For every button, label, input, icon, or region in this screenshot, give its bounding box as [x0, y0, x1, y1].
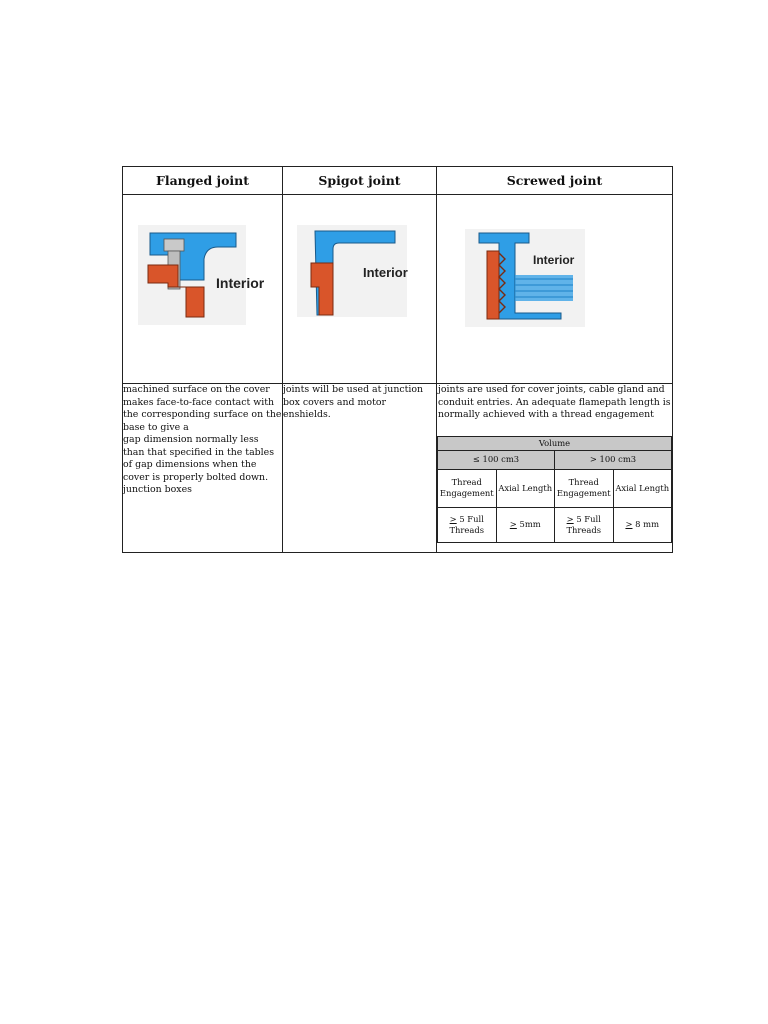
value-sign: > [625, 519, 633, 529]
flanged-description-line: gap dimension normally less than that specified in the tables of gap dimensions when the cover is properly bolted down. [123, 434, 275, 483]
illustration-row [123, 195, 673, 384]
screwed-description: joints are used for cover joints, cable gland and conduit entries. An adequate flamepath length is normally achieved with a thread engagement [438, 384, 671, 420]
volume-title: Volume [438, 436, 672, 450]
value-text: 8 mm [632, 519, 660, 529]
flanged-description-line: junction boxes [123, 484, 192, 495]
header-flanged-joint: Flanged joint [123, 167, 283, 195]
header-screwed-joint: Screwed joint [437, 167, 673, 195]
flanged-description-line: machined surface on the cover makes face-to-face contact with the corresponding surface on the base to give a [123, 384, 282, 433]
flanged-illustration-cell [123, 195, 283, 384]
screwed-description-cell [437, 384, 673, 553]
value-cell [438, 507, 497, 542]
volume-group-large: > 100 cm3 [555, 450, 672, 469]
value-text: 5mm [516, 519, 541, 529]
flanged-description [123, 384, 283, 553]
flanged-interior-label: Interior [216, 275, 265, 291]
joint-types-table [122, 166, 673, 553]
value-cell [555, 507, 614, 542]
spigot-illustration-cell [283, 195, 437, 384]
value-text: 5 Full Threads [566, 513, 602, 535]
volume-group-small: ≤ 100 cm3 [438, 450, 555, 469]
description-row [123, 384, 673, 553]
value-sign: > [566, 513, 574, 524]
screwed-joint-illustration [465, 229, 585, 327]
screwed-illustration-cell [437, 195, 673, 384]
column-header: Thread Engagement [438, 469, 497, 507]
screwed-interior-label: Interior [533, 253, 575, 267]
column-header: Thread Engagement [555, 469, 614, 507]
value-sign: > [509, 519, 517, 529]
spigot-joint-illustration [297, 225, 407, 317]
spigot-interior-label: Interior [363, 265, 408, 280]
spigot-description: joints will be used at junction box covers and motor enshields. [283, 384, 437, 553]
volume-table [437, 436, 672, 543]
header-spigot-joint: Spigot joint [283, 167, 437, 195]
header-row [123, 167, 673, 195]
value-cell [613, 507, 672, 542]
value-cell [496, 507, 555, 542]
value-text: 5 Full Threads [449, 513, 485, 535]
flanged-joint-illustration [138, 225, 265, 325]
column-header: Axial Length [613, 469, 672, 507]
column-header: Axial Length [496, 469, 555, 507]
value-sign: > [449, 513, 457, 524]
